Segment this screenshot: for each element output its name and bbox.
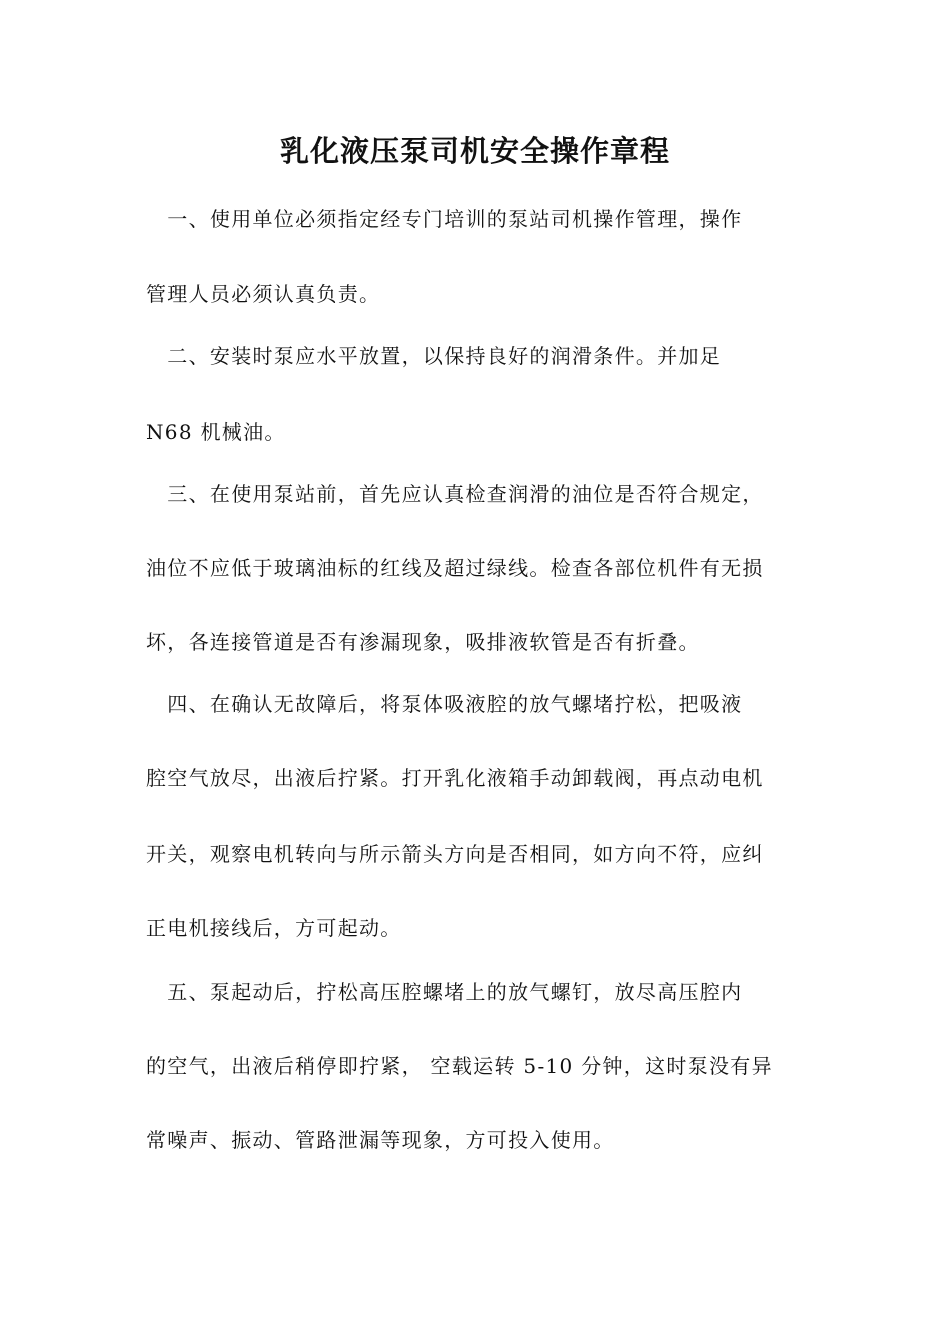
paragraph-line: 腔空气放尽，出液后拧紧。打开乳化液箱手动卸载阀，再点动电机 — [146, 766, 764, 790]
paragraph-line: 管理人员必须认真负责。 — [146, 282, 381, 306]
paragraph-line: 的空气，出液后稍停即拧紧， 空载运转 5-10 分钟，这时泵没有异 — [146, 1054, 773, 1078]
paragraph-line: 坏，各连接管道是否有渗漏现象，吸排液软管是否有折叠。 — [146, 630, 700, 654]
paragraph-line: 二、安装时泵应水平放置，以保持良好的润滑条件。并加足 — [146, 344, 722, 368]
paragraph-line: 四、在确认无故障后，将泵体吸液腔的放气螺堵拧松，把吸液 — [146, 692, 743, 716]
document-title: 乳化液压泵司机安全操作章程 — [279, 134, 670, 168]
paragraph-line: 正电机接线后，方可起动。 — [146, 916, 402, 940]
paragraph-line: 开关，观察电机转向与所示箭头方向是否相同，如方向不符，应纠 — [146, 842, 764, 866]
paragraph-line: 五、泵起动后，拧松高压腔螺堵上的放气螺钉，放尽高压腔内 — [146, 980, 743, 1004]
paragraph-line: 一、使用单位必须指定经专门培训的泵站司机操作管理，操作 — [146, 207, 743, 231]
paragraph-line: 油位不应低于玻璃油标的红线及超过绿线。检查各部位机件有无损 — [146, 556, 764, 580]
paragraph-line: N68 机械油。 — [146, 420, 286, 444]
paragraph-line: 常噪声、振动、管路泄漏等现象，方可投入使用。 — [146, 1128, 615, 1152]
paragraph-line: 三、在使用泵站前，首先应认真检查润滑的油位是否符合规定， — [146, 482, 764, 506]
